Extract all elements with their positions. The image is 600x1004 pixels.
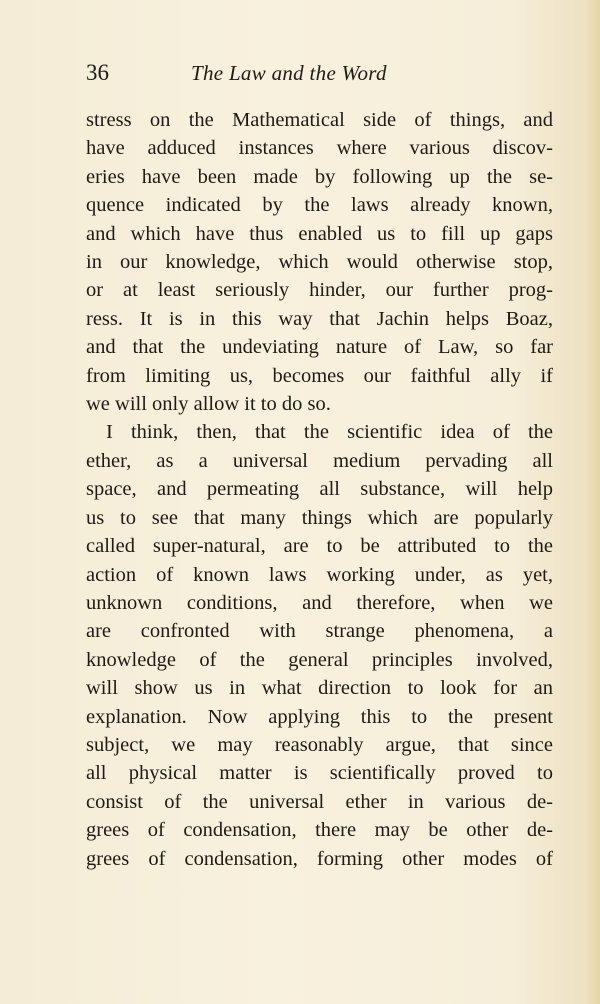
text-line: action of known laws working under, as yet,	[86, 563, 553, 586]
text-line: grees of condensation, forming other modes of	[86, 847, 553, 870]
text-line: I think, then, that the scientific idea of the	[106, 421, 553, 444]
text-line: eries have been made by following up the se-	[86, 165, 553, 188]
paragraph-2	[86, 418, 553, 873]
page-number: 36	[86, 60, 109, 85]
text-line: from limiting us, becomes our faithful ally if	[86, 364, 553, 387]
paragraph-1	[86, 106, 553, 418]
text-line: are confronted with strange phenomena, a	[86, 620, 553, 643]
text-line: us to see that many things which are popularly	[86, 506, 553, 529]
text-line: ether, as a universal medium pervading all	[86, 449, 553, 472]
text-line: knowledge of the general principles involved,	[86, 648, 553, 671]
text-line: and that the undeviating nature of Law, so far	[86, 336, 553, 359]
text-line: called super-natural, are to be attributed to the	[86, 535, 553, 558]
text-line: we will only allow it to do so.	[86, 393, 331, 416]
text-line: have adduced instances where various discov-	[86, 137, 553, 160]
page-header	[86, 58, 556, 88]
text-line: all physical matter is scientifically proved to	[86, 762, 553, 785]
text-line: quence indicated by the laws already known,	[86, 194, 553, 217]
text-line: unknown conditions, and therefore, when we	[86, 591, 553, 614]
running-title: The Law and the Word	[191, 61, 387, 85]
text-line: subject, we may reasonably argue, that since	[86, 733, 553, 756]
text-line: stress on the Mathematical side of things, and	[86, 109, 553, 131]
text-line: will show us in what direction to look for an	[86, 677, 553, 700]
text-line: consist of the universal ether in various de-	[86, 790, 553, 813]
text-line: and which have thus enabled us to fill up gaps	[86, 222, 553, 245]
body-text	[86, 106, 553, 873]
text-line: grees of condensation, there may be other de-	[86, 819, 553, 842]
text-line: space, and permeating all substance, will help	[86, 478, 553, 501]
text-line: explanation. Now applying this to the present	[86, 705, 553, 728]
text-line: or at least seriously hinder, our further prog-	[86, 279, 553, 302]
page-edge-shadow	[586, 0, 600, 1004]
text-line: in our knowledge, which would otherwise stop,	[86, 251, 553, 274]
text-line: ress. It is in this way that Jachin helps Boaz,	[86, 307, 553, 330]
